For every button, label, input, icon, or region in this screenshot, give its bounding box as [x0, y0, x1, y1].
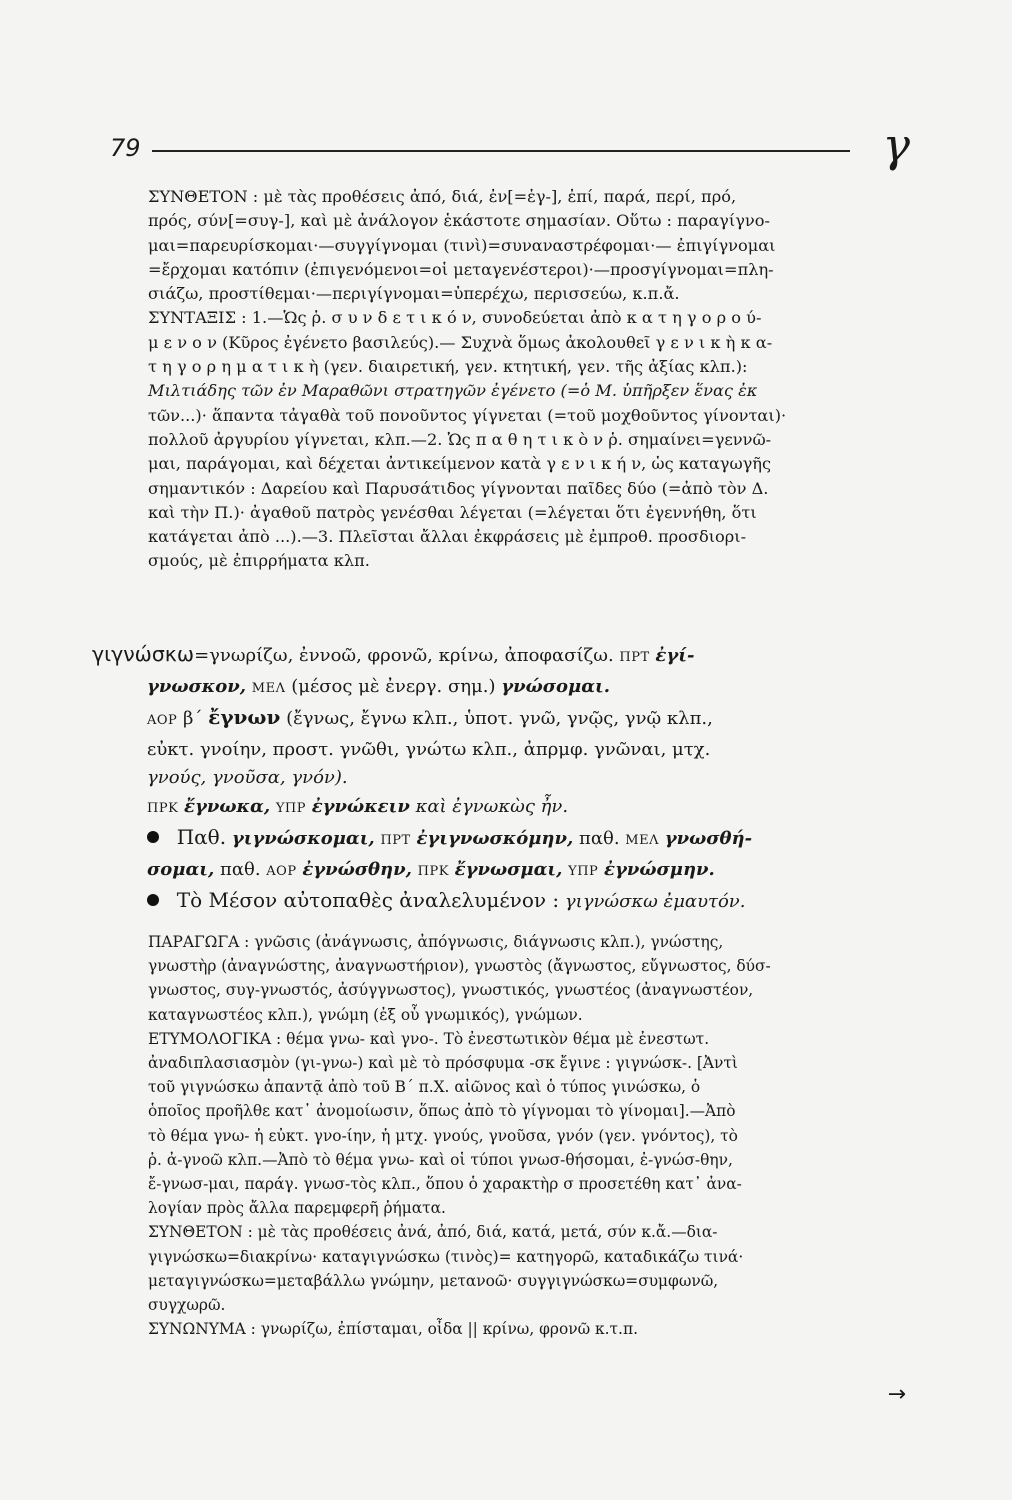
tense-label: ΜΕΛ [625, 833, 659, 848]
text-line: πολλοῦ ἀργυρίου γίγνεται, κλπ.—2. Ὡς π α θ η τ ι κ ὸ ν ῥ. σημαίνει=γεννῶ- [148, 429, 772, 449]
definition: =γνωρίζω, ἐννοῶ, φρονῶ, κρίνω, ἀποφασίζω. [194, 645, 614, 666]
text-line: μ ε ν ο ν (Κῦρος ἐγένετο βασιλεύς).— Συχνὰ ὅμως ἀκολουθεῖ γ ε ν ι κ ὴ κ α- [148, 332, 773, 352]
note: καὶ ἐγνωκὼς ἦν. [415, 795, 569, 817]
text-line: λογίαν πρὸς ἄλλα παρεμφερῆ ῥήματα. [148, 1199, 446, 1218]
text-line: γνωστος, συγ-γνωστός, ἀσύγγνωστος), γνωστικός, γνωστέος (ἀναγνωστέον, [148, 981, 754, 1000]
text-line: ἀναδιπλασιασμὸν (γι-γνω-) καὶ μὲ τὸ πρόσφυμα -σκ ἔγινε : γιγνώσκ-. [Ἀντὶ [148, 1054, 738, 1073]
text-line: γιγνώσκω=διακρίνω· καταγιγνώσκω (τινὸς)= κατηγορῶ, καταδικάζω τινά· [148, 1247, 744, 1266]
form: ἐγνώσμην. [604, 858, 715, 880]
text-line: σιάζω, προστίθεμαι·—περιγίγνομαι=ὑπερέχω, περισσεύω, κ.π.ἄ. [148, 284, 680, 304]
note: Τὸ Μέσον αὐτοπαθὲς ἀναλελυμένον : [176, 888, 560, 912]
bullet-icon [147, 831, 159, 843]
text-line: ΣΥΝΘΕΤΟΝ : μὲ τὰς προθέσεις ἀνά, ἀπό, διά, κατά, μετά, σύν κ.ἄ.—δια- [148, 1223, 718, 1242]
entry-line [92, 640, 912, 673]
derivatives-etymology-block [148, 930, 906, 1341]
entry-line [92, 793, 912, 824]
tense-label: ΠΡΤ [380, 833, 411, 848]
text-line: ΣΥΝΩΝΥΜΑ : γνωρίζω, ἐπίσταμαι, οἶδα || κρίνω, φρονῶ κ.τ.π. [148, 1320, 638, 1339]
form: γνωσθή- [664, 828, 753, 849]
tense-label: ΠΡΤ [619, 650, 650, 665]
form: ἐγιγνωσκόμην, [416, 828, 574, 849]
form: σομαι, [147, 858, 215, 880]
text-line: καὶ τὴν Π.)· ἀγαθοῦ πατρὸς γενέσθαι λέγεται (=λέγεται ὅτι ἐγεννήθη, ὅτι [148, 502, 757, 522]
form: γιγνώσκομαι, [231, 828, 375, 849]
text-line: κατάγεται ἀπὸ ...).—3. Πλεῖσται ἄλλαι ἐκφράσεις μὲ ἐμπροθ. προσδιορι- [148, 527, 747, 547]
text-line: τὸ θέμα γνω- ἡ εὐκτ. γνο-ίην, ἡ μτχ. γνούς, γνοῦσα, γνόν (γεν. γνόντος), τὸ [148, 1126, 738, 1145]
text-line: γνωστὴρ (ἀναγνώστης, ἀναγνωστήριον), γνωστὸς (ἄγνωστος, εὔγνωστος, δύσ- [148, 957, 771, 976]
tense-label: ΠΡΚ [147, 800, 179, 816]
text-line: τοῦ γιγνώσκω ἀπαντᾷ ἀπὸ τοῦ Β΄ π.Χ. αἰῶνος καὶ ὁ τύπος γινώσκω, ὁ [148, 1078, 701, 1097]
entry-line [92, 886, 912, 917]
form: ἐγί- [655, 645, 695, 666]
note: παθ. [579, 828, 620, 849]
continue-arrow-icon: → [887, 1382, 906, 1407]
headword: γιγνώσκω [92, 642, 195, 666]
header-rule [152, 150, 850, 152]
text-line: σμούς, μὲ ἐπιρρήματα κλπ. [148, 551, 370, 571]
text-line: ΣΥΝΤΑΞΙΣ : 1.—Ὡς ῥ. σ υ ν δ ε τ ι κ ό ν, συνοδεύεται ἀπὸ κ α τ η γ ο ρ ο ύ- [148, 308, 762, 328]
text-line: τῶν...)· ἅπαντα τἀγαθὰ τοῦ πονοῦντος γίγνεται (=τοῦ μοχθοῦντος γίνονται)· [148, 405, 787, 425]
text-line: σημαντικόν : Δαρείου καὶ Παρυσάτιδος γίγνονται παῖδες δύο (=ἀπὸ τὸν Δ. [148, 478, 769, 498]
note: Παθ. [176, 825, 227, 849]
tense-label: ΑΟΡ [266, 863, 297, 879]
bullet-icon [147, 894, 159, 906]
form: ἔγνων [208, 705, 281, 729]
text-line: ΕΤΥΜΟΛΟΓΙΚΑ : θέμα γνω- καὶ γνο-. Τὸ ἐνεστωτικὸν θέμα μὲ ἐνεστωτ. [148, 1029, 710, 1048]
text-line: ΣΥΝΘΕΤΟΝ : μὲ τὰς προθέσεις ἀπό, διά, ἐν[=ἐγ-], ἐπί, παρά, περί, πρό, [148, 187, 737, 206]
text-line: συγχωρῶ. [148, 1296, 226, 1315]
note: (μέσος μὲ ἐνεργ. σημ.) [291, 675, 496, 697]
page-number: 79 [110, 134, 141, 162]
text-line: μαι, παράγομαι, καὶ δέχεται ἀντικείμενον κατὰ γ ε ν ι κ ή ν, ὡς καταγωγῆς [148, 454, 772, 474]
text-line: καταγνωστέος κλπ.), γνώμη (ἐξ οὗ γνωμικός), γνώμων. [148, 1005, 583, 1024]
tense-label: ΑΟΡ [147, 713, 178, 728]
entry-line: γνούς, γνοῦσα, γνόν). [147, 767, 348, 788]
entry-line [92, 673, 912, 704]
form: ἔγνωσμαι, [454, 858, 563, 880]
form: ἐγνώσθην, [302, 858, 412, 880]
form: γνώσομαι. [501, 675, 611, 697]
text-line: ΠΑΡΑΓΩΓΑ : γνῶσις (ἀνάγνωσις, ἀπόγνωσις, διάγνωσις κλπ.), γνώστης, [148, 933, 724, 951]
section-letter: γ [882, 118, 910, 172]
text-line: Μιλτιάδης τῶν ἐν Μαραθῶνι στρατηγῶν ἐγένετο (=ὁ Μ. ὑπῆρξεν ἕνας ἐκ [148, 381, 758, 401]
form: γιγνώσκω ἐμαυτόν. [564, 891, 746, 912]
form: ἐγνώκειν [311, 795, 410, 817]
compounds-syntax-block [148, 185, 906, 574]
text-line: ἔ-γνωσ-μαι, παράγ. γνωσ-τὸς κλπ., ὅπου ὁ χαρακτὴρ σ προσετέθη κατ᾿ ἀνα- [148, 1175, 742, 1194]
form: γνωσκον, [147, 675, 247, 697]
entry-line [92, 856, 912, 887]
text-line: ῥ. ἀ-γνοῶ κλπ.—Ἀπὸ τὸ θέμα γνω- καὶ οἱ τύποι γνωσ-θήσομαι, ἐ-γνώσ-θην, [148, 1150, 733, 1169]
entry-line [92, 703, 912, 736]
headword-entry [92, 640, 912, 917]
text-line: πρός, σύν[=συγ-], καὶ μὲ ἀνάλογον ἑκάστοτε σημασίαν. Οὕτω : παραγίγνο- [148, 211, 770, 231]
text-line: τ η γ ο ρ η μ α τ ι κ ὴ (γεν. διαιρετική, γεν. κτητική, γεν. τῆς ἀξίας κλπ.): [148, 357, 748, 377]
tense-label: ΥΠΡ [568, 863, 599, 879]
entry-line: εὐκτ. γνοίην, προστ. γνῶθι, γνώτω κλπ., ἀπρμφ. γνῶναι, μτχ. [147, 738, 711, 760]
note: (ἔγνως, ἔγνω κλπ., ὑποτ. γνῶ, γνῷς, γνῷ κλπ., [286, 708, 713, 729]
note: β΄ [183, 708, 203, 729]
tense-label: ΥΠΡ [275, 800, 306, 816]
text-line: μεταγιγνώσκω=μεταβάλλω γνώμην, μετανοῶ· συγγιγνώσκω=συμφωνῶ, [148, 1271, 719, 1290]
text-line: μαι=παρευρίσκομαι·—συγγίγνομαι (τινὶ)=συναναστρέφομαι·— ἐπιγίγνομαι [148, 235, 776, 255]
tense-label: ΠΡΚ [417, 863, 449, 879]
page-header [110, 118, 910, 172]
text-line: =ἔρχομαι κατόπιν (ἐπιγενόμενοι=οἱ μεταγενέστεροι)·—προσγίγνομαι=πλη- [148, 259, 774, 279]
tense-label: ΜΕΛ [251, 680, 286, 696]
note: παθ. [220, 858, 261, 880]
text-line: ὁποῖος προῆλθε κατ᾿ ἀνομοίωσιν, ὅπως ἀπὸ τὸ γίγνομαι τὸ γίνομαι].—Ἀπὸ [148, 1102, 736, 1121]
entry-line [92, 823, 912, 856]
form: ἔγνωκα, [184, 795, 271, 817]
